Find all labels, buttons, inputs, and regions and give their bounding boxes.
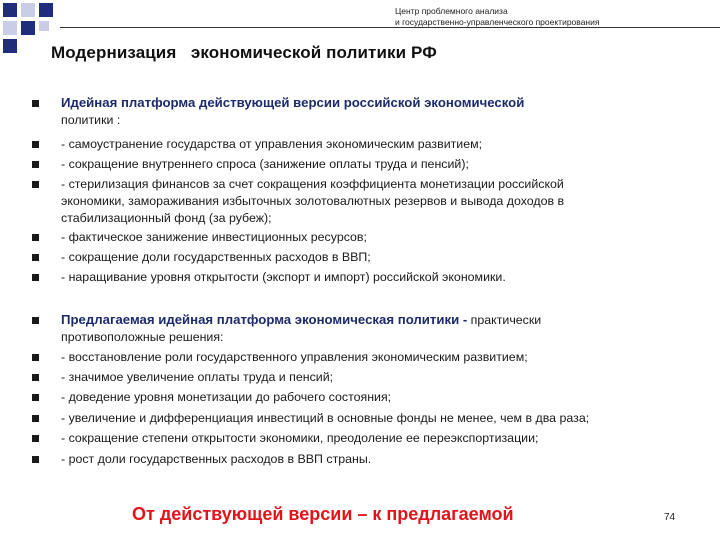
list-item-text: - фактическое занижение инвестиционных ресурсов;: [61, 230, 367, 244]
bullet-icon: [32, 181, 39, 188]
org-line-1: Центр проблемного анализа: [395, 6, 508, 16]
list-item-text: - восстановление роли государственного управления экономическим развитием;: [61, 350, 528, 364]
list-item-text: - самоустранение государства от управления экономическим развитием;: [61, 137, 483, 151]
bullet-icon: [32, 374, 39, 381]
slide-title: Модернизация экономической политики РФ: [51, 43, 437, 62]
bullet-icon: [32, 354, 39, 361]
footer-slogan: От действующей версии – к предлагаемой: [132, 504, 514, 524]
list-item-text: - увеличение и дифференциация инвестиций в основные фонды не менее, чем в два раза;: [61, 411, 590, 425]
bullet-icon: [32, 435, 39, 442]
bullet-icon: [32, 317, 39, 324]
list-item-text: - стерилизация финансов за счет сокращения коэффициента монетизации российской: [61, 177, 564, 191]
section1-heading-text: Идейная платформа действующей версии российской экономической: [61, 95, 525, 110]
section2-heading-bold: Предлагаемая идейная платформа экономическая политики -: [61, 312, 468, 327]
list-item-text: стабилизационный фонд (за рубеж);: [61, 211, 272, 225]
bullet-icon: [32, 274, 39, 281]
page-number: 74: [664, 512, 676, 523]
bullet-icon: [32, 254, 39, 261]
list-item-text: - наращивание уровня открытости (экспорт и импорт) российской экономики.: [61, 270, 506, 284]
list-item-text: - сокращение степени открытости экономики, преодоление ее переэкспортизации;: [61, 431, 539, 445]
org-line-2: и государственно-управленческого проектирования: [395, 17, 600, 27]
section2-heading-text: [61, 312, 541, 328]
list-item-text: - доведение уровня монетизации до рабочего состояния;: [61, 390, 392, 404]
bullet-icon: [32, 141, 39, 148]
bullet-icon: [32, 161, 39, 168]
bullet-icon: [32, 234, 39, 241]
section2-heading-normal: практически: [467, 313, 542, 327]
section1-heading-cont-text: политики :: [61, 113, 121, 127]
bullet-icon: [32, 456, 39, 463]
bullet-icon: [32, 394, 39, 401]
list-item-text: - значимое увеличение оплаты труда и пенсий;: [61, 370, 334, 384]
list-item-text: - сокращение доли государственных расходов в ВВП;: [61, 250, 371, 264]
list-item-text: - рост доли государственных расходов в ВВП страны.: [61, 452, 372, 466]
bullet-icon: [32, 415, 39, 422]
bullet-icon: [32, 100, 39, 107]
list-item-text: - сокращение внутреннего спроса (занижение оплаты труда и пенсий);: [61, 157, 469, 171]
list-item-text: экономики, замораживания избыточных золотовалютных резервов и вывода доходов в: [61, 194, 565, 208]
section2-heading-cont-text: противоположные решения:: [61, 330, 224, 344]
